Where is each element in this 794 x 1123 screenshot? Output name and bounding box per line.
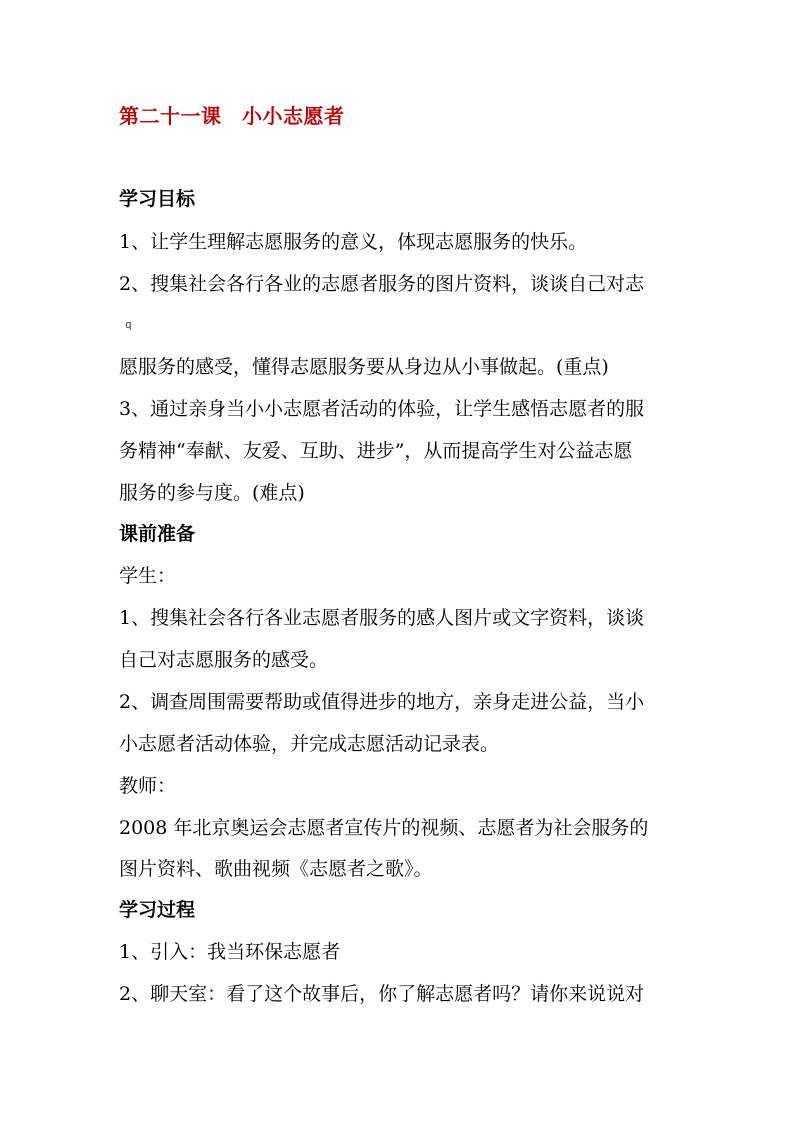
- student-line: 2、调查周围需要帮助或值得进步的地方，亲身走进公益，当小: [119, 691, 645, 713]
- process-heading: 学习过程: [119, 899, 196, 921]
- preparation-heading: 课前准备: [119, 523, 196, 545]
- objective-line: 服务的参与度。(难点): [119, 482, 305, 504]
- student-line: 小志愿者活动体验，并完成志愿活动记录表。: [119, 733, 500, 755]
- student-line: 1、搜集社会各行各业志愿者服务的感人图片或文字资料，谈谈: [119, 607, 645, 629]
- objective-line: 务精神“奉献、友爱、互助、进步”，从而提高学生对公益志愿: [119, 440, 633, 462]
- stray-mark: q: [125, 318, 132, 331]
- process-line: 1、引入：我当环保志愿者: [119, 941, 341, 963]
- teacher-line: 2008 年北京奥运会志愿者宣传片的视频、志愿者为社会服务的: [119, 817, 649, 839]
- student-line: 自己对志愿服务的感受。: [119, 649, 329, 671]
- objective-line: 2、搜集社会各行各业的志愿者服务的图片资料，谈谈自己对志: [119, 273, 645, 295]
- objective-line: 1、让学生理解志愿服务的意义，体现志愿服务的快乐。: [119, 231, 588, 253]
- lesson-title: 第二十一课 小小志愿者: [119, 104, 345, 128]
- teacher-label: 教师：: [119, 775, 177, 797]
- student-label: 学生：: [119, 565, 177, 587]
- teacher-line: 图片资料、歌曲视频《志愿者之歌》。: [119, 858, 433, 880]
- process-line: 2、聊天室：看了这个故事后，你了解志愿者吗？请你来说说对: [119, 983, 645, 1005]
- objective-line: 3、通过亲身当小小志愿者活动的体验，让学生感悟志愿者的服: [119, 398, 645, 420]
- objectives-heading: 学习目标: [119, 188, 196, 210]
- objective-line: 愿服务的感受，懂得志愿服务要从身边从小事做起。(重点): [119, 356, 609, 378]
